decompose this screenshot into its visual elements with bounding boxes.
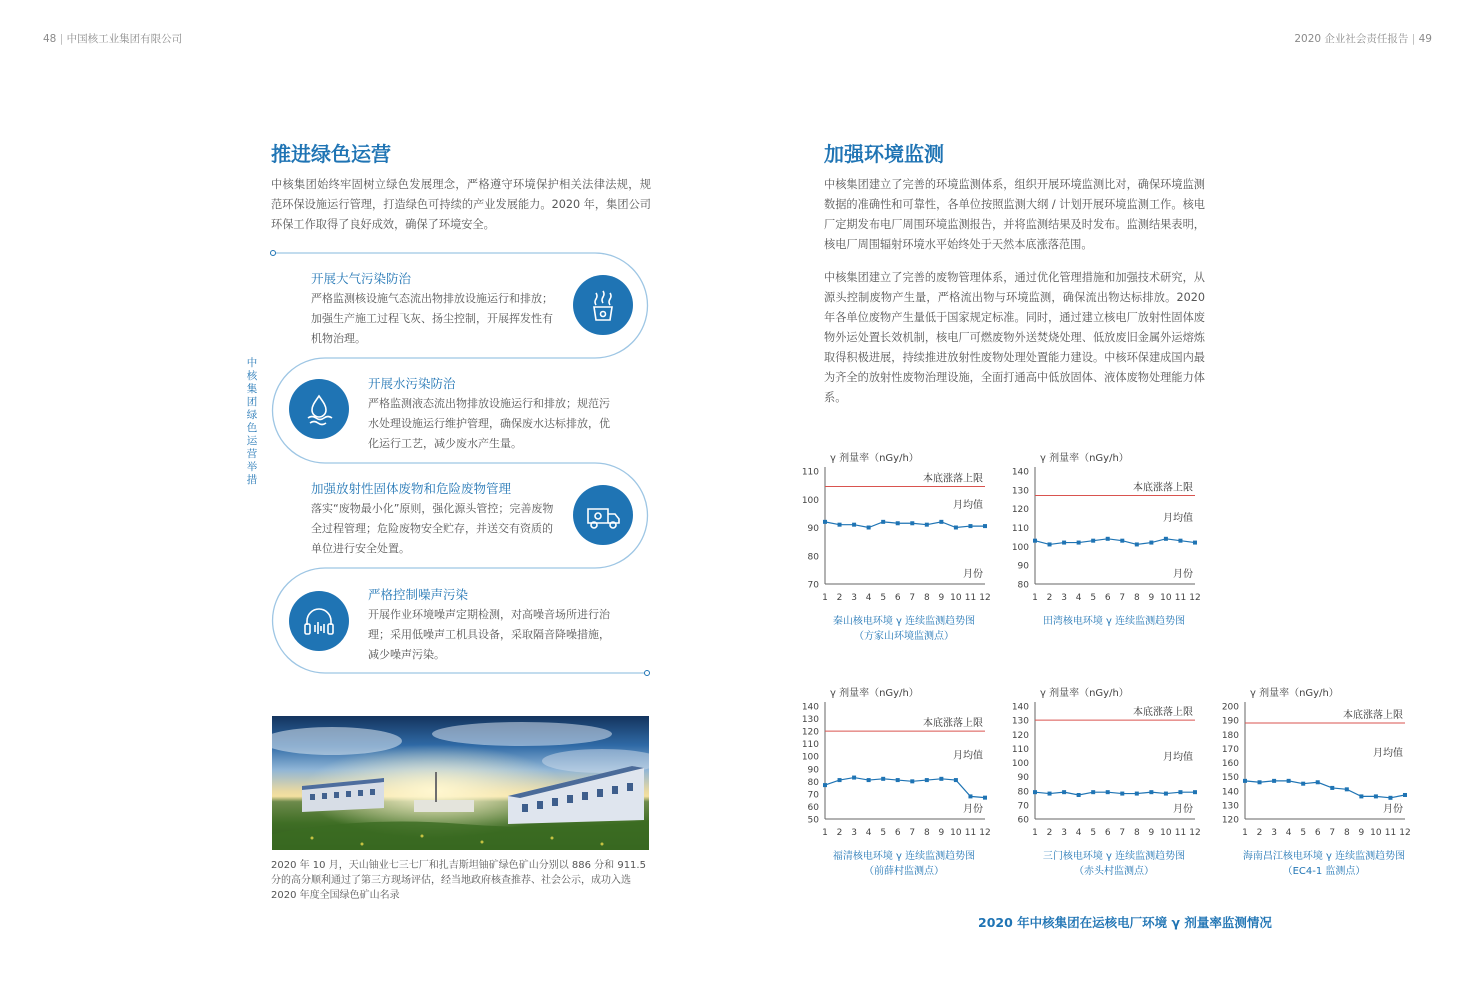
series-label: 月均值 [1373, 747, 1403, 759]
chart-changjiang [1210, 683, 1415, 848]
x-tick-label: 5 [1090, 828, 1097, 838]
data-point [1193, 790, 1197, 794]
x-tick-label: 12 [1399, 828, 1411, 838]
x-tick-label: 10 [950, 593, 962, 603]
x-tick-label: 12 [979, 828, 991, 838]
data-point [896, 521, 900, 525]
series-label: 月均值 [1163, 752, 1193, 764]
data-point [1077, 541, 1081, 545]
x-tick-label: 11 [964, 593, 977, 603]
data-point [1178, 539, 1182, 543]
y-tick-label: 130 [1011, 716, 1029, 727]
data-point [896, 778, 900, 782]
data-point [1164, 537, 1168, 541]
chart-caption-fuqing [804, 849, 1004, 879]
y-axis-label: γ 剂量率（nGy/h） [1040, 453, 1129, 464]
y-tick-label: 130 [801, 715, 819, 726]
data-point [954, 778, 958, 782]
y-tick-label: 100 [801, 752, 819, 763]
y-tick-label: 70 [1017, 801, 1029, 812]
x-tick-label: 5 [880, 828, 887, 838]
limit-label: 本底涨落上限 [923, 473, 983, 485]
y-tick-label: 190 [1221, 716, 1239, 727]
x-tick-label: 9 [1358, 828, 1365, 838]
data-point [1033, 539, 1037, 543]
x-tick-label: 1 [822, 593, 828, 603]
data-point [881, 777, 885, 781]
data-point [1120, 539, 1124, 543]
data-point [910, 521, 914, 525]
chart-caption-tianwan [1014, 614, 1214, 629]
chart-caption-line2: （EC4-1 监测点） [1282, 866, 1366, 877]
left-page-title: 推进绿色运营 [271, 142, 391, 166]
y-tick-label: 130 [1221, 801, 1239, 812]
data-point [1243, 779, 1247, 783]
x-tick-label: 10 [1160, 593, 1172, 603]
y-tick-label: 100 [801, 495, 819, 506]
y-tick-label: 80 [1017, 580, 1029, 591]
water-pollution-icon [289, 379, 349, 439]
y-tick-label: 180 [1221, 730, 1239, 741]
data-point [1345, 787, 1349, 791]
air-pollution-icon [573, 275, 633, 335]
chart-caption-sanmen [1014, 849, 1214, 879]
x-tick-label: 12 [979, 593, 991, 603]
data-point [939, 777, 943, 781]
x-tick-label: 11 [1384, 828, 1397, 838]
data-point [1062, 541, 1066, 545]
data-point [1403, 793, 1407, 797]
photo-caption: 2020 年 10 月，天山铀业七三七厂和扎吉斯坦铀矿绿色矿山分别以 886 分和 911.5 分的高分顺利通过了第三方现场评估，经当地政府核查推荐、社会公示，成功入选 2020 年度全国绿色矿山名录 [271, 860, 646, 901]
chart-caption-changjiang [1224, 849, 1424, 879]
series-label: 月均值 [1163, 513, 1193, 525]
data-point [1149, 790, 1153, 794]
y-tick-label: 90 [1017, 561, 1029, 572]
data-point [939, 520, 943, 524]
data-point [823, 520, 827, 524]
data-point [838, 523, 842, 527]
data-point [867, 526, 871, 530]
y-tick-label: 200 [1221, 702, 1239, 713]
series-label: 月均值 [953, 500, 983, 512]
x-tick-label: 7 [909, 828, 916, 838]
y-tick-label: 70 [807, 790, 819, 801]
x-tick-label: 9 [938, 593, 945, 603]
x-tick-label: 6 [1314, 828, 1321, 838]
y-tick-label: 150 [1221, 773, 1239, 784]
right-paragraph-2: 中核集团建立了完善的废物管理体系，通过优化管理措施和加强技术研究，从源头控制废物产生量，严格流出物与环境监测，确保流出物达标排放。2020 年各单位废物产生量低于国家规定标准。同时，通过建立核电厂放射性固体废物外运处置长效机制，核电厂可燃废物外送焚烧处理、低放废旧金属外运熔炼取得积极进展，持续推进放射性废物处理处置能力建设。中核环保建成国内最为齐全的放射性废物治理设施，全面打通高中低放固体、液体废物处理能力体系。 [824, 271, 1205, 404]
y-tick-label: 110 [801, 740, 819, 751]
data-point [1359, 794, 1363, 798]
series-line [1035, 539, 1195, 545]
series-label: 月均值 [953, 750, 983, 762]
y-tick-label: 120 [1011, 730, 1029, 741]
data-point [823, 783, 827, 787]
x-tick-label: 9 [938, 828, 945, 838]
data-point [1164, 792, 1168, 796]
right-paragraph-1: 中核集团建立了完善的环境监测体系，组织开展环境监测比对，确保环境监测数据的准确性和可靠性，各单位按照监测大纲 / 计划开展环境监测工作。核电厂定期发布电厂周围环境监测报告，并将监测结果及时发布。监测结果表明，核电厂周围辐射环境水平始终处于天然本底涨落范围。 [824, 178, 1205, 251]
y-tick-label: 140 [801, 702, 819, 713]
y-axis-label: γ 剂量率（nGy/h） [1250, 688, 1339, 699]
x-tick-label: 7 [1329, 828, 1336, 838]
green-mine-photo [272, 716, 649, 850]
left-page-number: 48 | 中国核工业集团有限公司 [43, 33, 183, 45]
series-line [825, 522, 985, 528]
data-point [1135, 542, 1139, 546]
x-axis-label: 月份 [963, 804, 983, 815]
data-point [1048, 792, 1052, 796]
x-tick-label: 7 [909, 593, 916, 603]
data-point [1135, 792, 1139, 796]
data-point [1272, 779, 1276, 783]
data-point [983, 524, 987, 528]
y-axis-label: γ 剂量率（nGy/h） [830, 688, 919, 699]
x-tick-label: 6 [894, 828, 901, 838]
side-vertical-label: 中核集团绿色运营举措 [246, 357, 258, 486]
data-point [1301, 782, 1305, 786]
y-tick-label: 120 [801, 727, 819, 738]
y-tick-label: 90 [807, 765, 819, 776]
x-tick-label: 10 [1370, 828, 1382, 838]
x-tick-label: 4 [865, 828, 872, 838]
x-tick-label: 9 [1148, 828, 1155, 838]
x-tick-label: 4 [1075, 593, 1082, 603]
data-point [1178, 790, 1182, 794]
x-tick-label: 12 [1189, 593, 1201, 603]
item-body-air: 严格监测核设施气态流出物排放设施运行和排放；加强生产施工过程飞灰、扬尘控制，开展挥发性有机物治理。 [311, 292, 553, 345]
x-tick-label: 1 [822, 828, 828, 838]
x-tick-label: 10 [950, 828, 962, 838]
chart-caption-line2: （前薛村监测点） [864, 866, 944, 877]
right-header-title: 2020 企业社会责任报告 [1294, 33, 1409, 45]
series-line [1035, 792, 1195, 795]
x-tick-label: 8 [1343, 828, 1350, 838]
left-header-title: 中国核工业集团有限公司 [66, 33, 183, 45]
chart-fuqing [790, 683, 995, 848]
data-point [852, 523, 856, 527]
data-point [867, 778, 871, 782]
data-point [925, 778, 929, 782]
data-point [954, 526, 958, 530]
chart-caption-line2: （赤头村监测点） [1074, 866, 1154, 877]
x-tick-label: 5 [1090, 593, 1097, 603]
y-tick-label: 50 [807, 815, 819, 826]
data-point [1048, 542, 1052, 546]
chart-caption-line1: 海南昌江核电环境 γ 连续监测趋势图 [1242, 851, 1406, 862]
y-tick-label: 60 [1017, 815, 1029, 826]
data-point [881, 520, 885, 524]
x-tick-label: 6 [894, 593, 901, 603]
chart-caption-line1: 三门核电环境 γ 连续监测趋势图 [1042, 851, 1186, 862]
y-tick-label: 70 [807, 580, 819, 591]
y-tick-label: 80 [807, 777, 819, 788]
x-tick-label: 11 [964, 828, 977, 838]
x-tick-label: 2 [1046, 828, 1053, 838]
data-point [1149, 541, 1153, 545]
x-tick-label: 3 [1061, 828, 1067, 838]
x-tick-label: 1 [1032, 593, 1038, 603]
x-axis-label: 月份 [1173, 569, 1193, 580]
right-page-title: 加强环境监测 [824, 142, 944, 166]
x-tick-label: 1 [1242, 828, 1248, 838]
data-point [1374, 794, 1378, 798]
x-axis-label: 月份 [963, 569, 983, 580]
chart-caption-line1: 田湾核电环境 γ 连续监测趋势图 [1042, 616, 1186, 627]
data-point [1316, 780, 1320, 784]
item-title-noise: 严格控制噪声污染 [368, 587, 469, 602]
x-tick-label: 10 [1160, 828, 1172, 838]
chart-caption-line1: 福清核电环境 γ 连续监测趋势图 [832, 851, 976, 862]
y-tick-label: 140 [1011, 702, 1029, 713]
y-tick-label: 110 [1011, 524, 1029, 534]
x-tick-label: 7 [1119, 828, 1126, 838]
data-point [1033, 790, 1037, 794]
limit-label: 本底涨落上限 [1133, 482, 1193, 494]
data-point [1193, 541, 1197, 545]
x-tick-label: 8 [1133, 593, 1140, 603]
chart-caption-line1: 秦山核电环境 γ 连续监测趋势图 [832, 616, 976, 627]
data-point [968, 794, 972, 798]
chart-tianwan [1000, 448, 1205, 613]
chart-caption-line2: （方家山环境监测点） [854, 631, 954, 642]
x-tick-label: 3 [1271, 828, 1277, 838]
item-body-waste: 落实“废物最小化”原则，强化源头管控；完善废物全过程管理；危险废物安全贮存，并送交有资质的单位进行安全处置。 [311, 502, 554, 555]
y-tick-label: 110 [801, 467, 819, 478]
data-point [983, 796, 987, 800]
x-tick-label: 8 [923, 828, 930, 838]
x-tick-label: 2 [1046, 593, 1053, 603]
series-line [1245, 781, 1405, 798]
data-point [852, 776, 856, 780]
y-tick-label: 130 [1011, 486, 1029, 497]
y-tick-label: 80 [807, 552, 819, 563]
x-tick-label: 4 [1075, 828, 1082, 838]
data-point [925, 523, 929, 527]
chart-qinshan [790, 448, 995, 613]
x-tick-label: 6 [1104, 828, 1111, 838]
x-tick-label: 3 [851, 828, 857, 838]
item-body-noise: 开展作业环境噪声定期检测，对高噪音场所进行治理；采用低噪声工机具设备，采取隔音降噪措施，减少噪声污染。 [368, 608, 610, 661]
x-tick-label: 5 [1300, 828, 1307, 838]
right-header: 2020 企业社会责任报告 | 49 [1294, 33, 1432, 45]
data-point [910, 779, 914, 783]
data-point [1106, 537, 1110, 541]
data-point [968, 524, 972, 528]
y-tick-label: 140 [1221, 787, 1239, 798]
data-point [1077, 793, 1081, 797]
y-tick-label: 90 [807, 524, 819, 534]
x-tick-label: 11 [1174, 828, 1187, 838]
y-axis-label: γ 剂量率（nGy/h） [1040, 688, 1129, 699]
x-tick-label: 6 [1104, 593, 1111, 603]
limit-label: 本底涨落上限 [1133, 707, 1193, 719]
right-page-number: 49 [1418, 33, 1432, 45]
x-tick-label: 7 [1119, 593, 1126, 603]
limit-label: 本底涨落上限 [923, 718, 983, 730]
data-point [838, 778, 842, 782]
y-tick-label: 90 [1017, 773, 1029, 784]
item-body-water: 严格监测液态流出物排放设施运行和排放；规范污水处理设施运行维护管理，确保废水达标排放，优化运行工艺，减少废水产生量。 [368, 397, 610, 450]
x-tick-label: 2 [1256, 828, 1263, 838]
y-tick-label: 80 [1017, 787, 1029, 798]
y-tick-label: 100 [1011, 759, 1029, 769]
y-tick-label: 170 [1221, 744, 1239, 755]
x-tick-label: 5 [880, 593, 887, 603]
left-intro-paragraph: 中核集团始终牢固树立绿色发展理念，严格遵守环境保护相关法律法规，规范环保设施运行管理，打造绿色可持续的产业发展能力。2020 年，集团公司环保工作取得了良好成效，确保了环境安全。 [271, 178, 651, 231]
x-tick-label: 2 [836, 593, 843, 603]
charts-footer-title: 2020 年中核集团在运核电厂环境 γ 剂量率监测情况 [978, 915, 1272, 930]
data-point [1091, 790, 1095, 794]
chart-caption-qinshan [804, 614, 1004, 644]
item-title-waste: 加强放射性固体废物和危险废物管理 [311, 481, 512, 496]
y-tick-label: 100 [1011, 542, 1029, 553]
item-title-water: 开展水污染防治 [368, 376, 456, 391]
data-point [1258, 780, 1262, 784]
x-axis-label: 月份 [1383, 804, 1403, 815]
x-tick-label: 4 [1285, 828, 1292, 838]
x-tick-label: 3 [1061, 593, 1067, 603]
y-tick-label: 120 [1221, 815, 1239, 826]
x-axis-label: 月份 [1173, 804, 1193, 815]
y-axis-label: γ 剂量率（nGy/h） [830, 453, 919, 464]
data-point [1106, 790, 1110, 794]
x-tick-label: 1 [1032, 828, 1038, 838]
limit-label: 本底涨落上限 [1343, 709, 1403, 721]
headphones-noise-icon [289, 591, 349, 651]
chart-sanmen [1000, 683, 1205, 848]
waste-truck-icon [573, 485, 633, 545]
x-tick-label: 9 [1148, 593, 1155, 603]
data-point [1091, 539, 1095, 543]
data-point [1120, 792, 1124, 796]
x-tick-label: 2 [836, 828, 843, 838]
data-point [1388, 796, 1392, 800]
data-point [1062, 790, 1066, 794]
y-tick-label: 160 [1221, 759, 1239, 769]
y-tick-label: 140 [1011, 467, 1029, 478]
data-point [1330, 786, 1334, 790]
x-tick-label: 8 [1133, 828, 1140, 838]
x-tick-label: 11 [1174, 593, 1187, 603]
y-tick-label: 120 [1011, 505, 1029, 516]
series-line [825, 778, 985, 798]
x-tick-label: 3 [851, 593, 857, 603]
x-tick-label: 8 [923, 593, 930, 603]
x-tick-label: 12 [1189, 828, 1201, 838]
data-point [1287, 779, 1291, 783]
item-title-air: 开展大气污染防治 [311, 271, 412, 286]
y-tick-label: 60 [807, 802, 819, 813]
y-tick-label: 110 [1011, 744, 1029, 755]
x-tick-label: 4 [865, 593, 872, 603]
